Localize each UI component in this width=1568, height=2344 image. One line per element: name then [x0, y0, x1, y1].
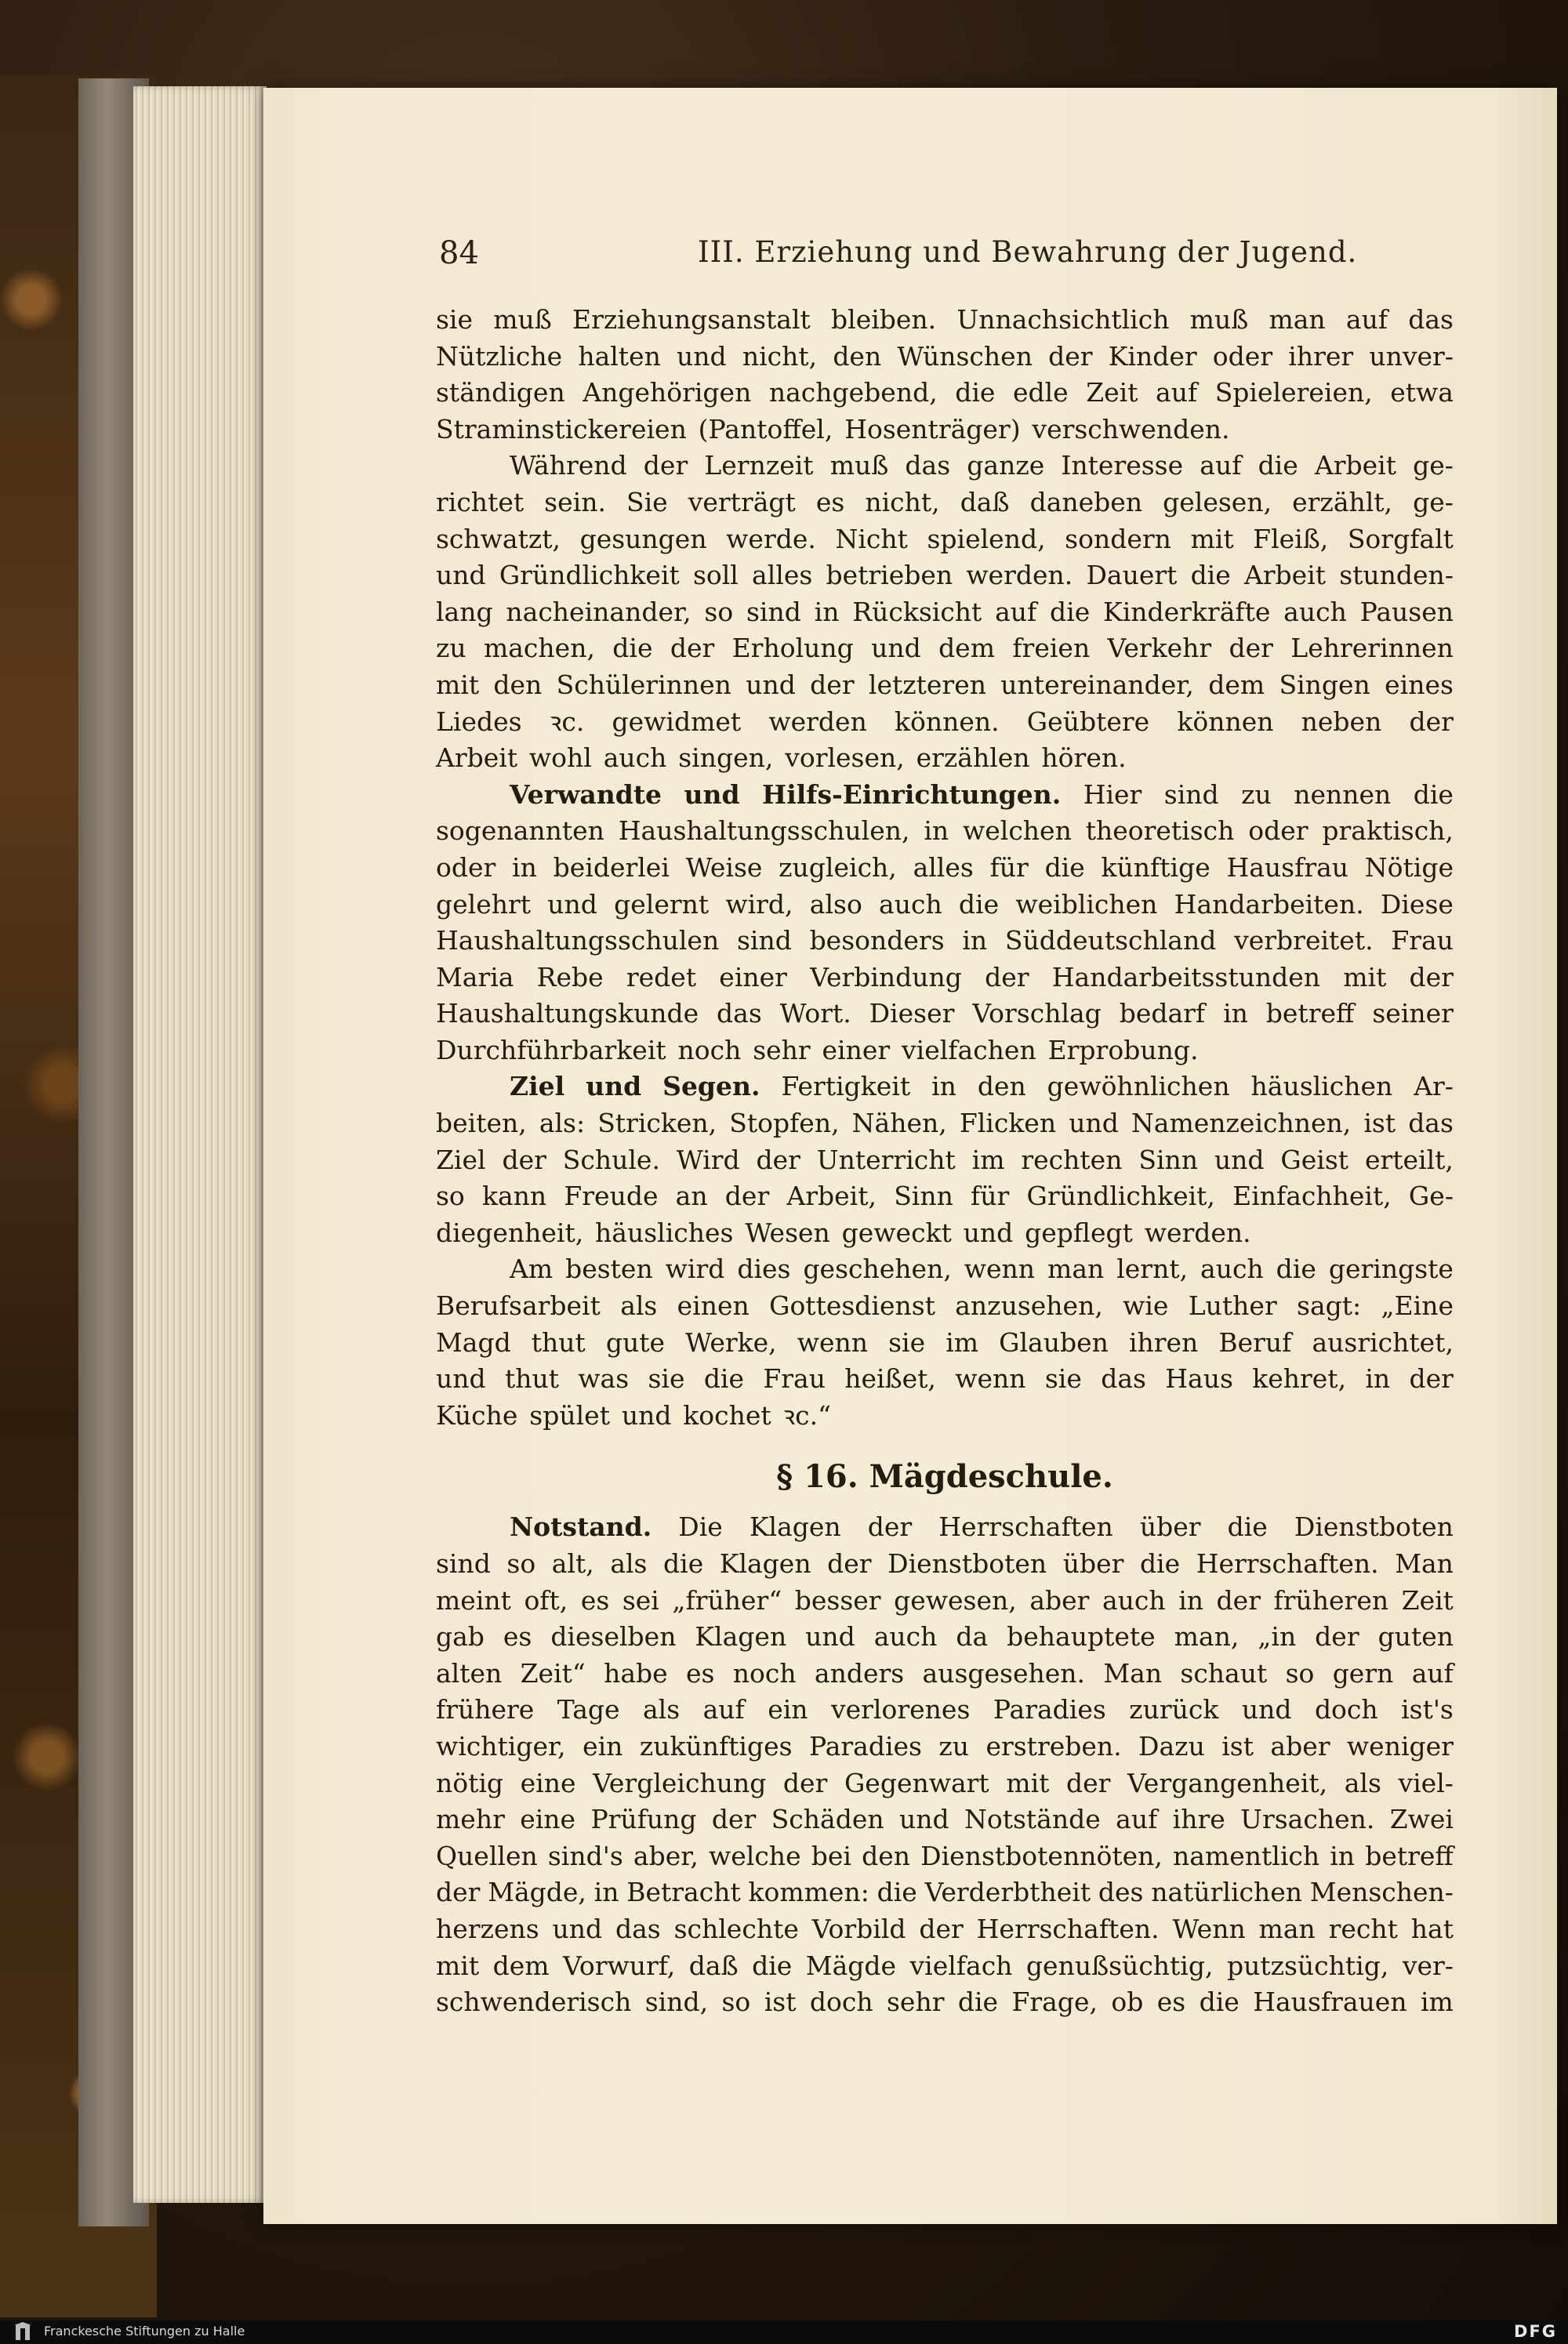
text-line: schwatzt, gesungen werde. Nicht spielend, sondern mit Fleiß, Sorgfalt — [436, 523, 1454, 554]
text-line: wichtiger, ein zukünftiges Paradies zu erstreben. Dazu ist aber weniger — [436, 1730, 1454, 1762]
text-line: mehr eine Prüfung der Schäden und Notstände auf ihre Ursachen. Zwei — [436, 1804, 1454, 1835]
text-line: oder in beiderlei Weise zugleich, alles für die künftige Hausfrau Nötige — [436, 851, 1454, 883]
text-line: Berufsarbeit als einen Gottesdienst anzusehen, wie Luther sagt: „Eine — [436, 1290, 1454, 1322]
text-line: Liedes ꝛc. gewidmet werden können. Geübtere können neben der — [436, 706, 1454, 737]
text-line: schwenderisch sind, so ist doch sehr die Frage, ob es die Hausfrauen im — [436, 1987, 1454, 2018]
text-line: frühere Tage als auf ein verlorenes Paradies zurück und doch ist's — [436, 1694, 1454, 1725]
text-line: herzens und das schlechte Vorbild der Herrschaften. Wenn man recht hat — [436, 1913, 1454, 1944]
text-line: zu machen, die der Erholung und dem freien Verkehr der Lehrerinnen — [436, 633, 1454, 664]
text-line: Arbeit wohl auch singen, vorlesen, erzählen hören. — [436, 742, 1127, 774]
body-text — [436, 302, 1454, 2021]
text-line: Maria Rebe redet einer Verbindung der Handarbeitsstunden mit der — [436, 961, 1454, 992]
text-line: so kann Freude an der Arbeit, Sinn für Gründlichkeit, Einfachheit, Ge- — [436, 1181, 1454, 1212]
text-line: Während der Lernzeit muß das ganze Interesse auf die Arbeit ge- — [510, 450, 1454, 481]
text-line: und Gründlichkeit soll alles betrieben werden. Dauert die Arbeit stunden- — [436, 560, 1454, 591]
text-line: sind so alt, als die Klagen der Dienstboten über die Herrschaften. Man — [436, 1548, 1454, 1579]
text-line: nötig eine Vergleichung der Gegenwart mit der Vergangenheit, als viel- — [436, 1767, 1454, 1798]
text-line: Am besten wird dies geschehen, wenn man lernt, auch die geringste — [510, 1254, 1454, 1285]
section-heading: § 16. Mägdeschule. — [776, 1458, 1113, 1496]
text-line: mit dem Vorwurf, daß die Mägde vielfach genußsüchtig, putzsüchtig, ver- — [436, 1950, 1454, 1981]
text-line: sie muß Erziehungsanstalt bleiben. Unnachsichtlich muß man auf das — [436, 304, 1454, 335]
footer-bar — [0, 2320, 1568, 2344]
text-line: Nützliche halten und nicht, den Wünschen der Kinder oder ihrer unver- — [436, 340, 1454, 372]
text-line: richtet sein. Sie verträgt es nicht, daß daneben gelesen, erzählt, ge- — [436, 486, 1454, 517]
institution-logo-icon — [11, 2322, 34, 2342]
text-line: diegenheit, häusliches Wesen geweckt und gepflegt werden. — [436, 1217, 1251, 1248]
text-line: sogenannten Haushaltungsschulen, in welchen theoretisch oder praktisch, — [436, 815, 1454, 847]
text-line: Durchführbarkeit noch sehr einer vielfachen Erprobung. — [436, 1034, 1199, 1065]
text-line: beiten, als: Stricken, Stopfen, Nähen, Flicken und Namenzeichnen, ist das — [436, 1108, 1454, 1139]
text-line: gab es dieselben Klagen und auch da behauptete man, „in der guten — [436, 1621, 1454, 1653]
text-line: Notstand. Die Klagen der Herrschaften über die Dienstboten — [510, 1511, 1454, 1543]
page-header — [439, 235, 1458, 282]
text-line: Straminstickereien (Pantoffel, Hosenträger) verschwenden. — [436, 413, 1230, 444]
text-line: Ziel der Schule. Wird der Unterricht im rechten Sinn und Geist erteilt, — [436, 1144, 1454, 1175]
text-line: mit den Schülerinnen und der letzteren untereinander, dem Singen eines — [436, 669, 1454, 700]
text-line: Haushaltungskunde das Wort. Dieser Vorschlag bedarf in betreff seiner — [436, 998, 1454, 1029]
footer-credit: Franckesche Stiftungen zu Halle — [44, 2324, 245, 2339]
text-line: lang nacheinander, so sind in Rücksicht auf die Kinderkräfte auch Pausen — [436, 596, 1454, 627]
text-line: ständigen Angehörigen nachgebend, die edle Zeit auf Spielereien, etwa — [436, 377, 1454, 408]
page-number: 84 — [439, 235, 479, 271]
text-line: meint oft, es sei „früher“ besser gewesen, aber auch in der früheren Zeit — [436, 1584, 1454, 1616]
text-line: gelehrt und gelernt wird, also auch die weiblichen Handarbeiten. Diese — [436, 888, 1454, 920]
page-edges — [133, 86, 267, 2203]
text-line: Küche spület und kochet ꝛc.“ — [436, 1399, 832, 1431]
dfg-logo: DFG — [1513, 2322, 1557, 2341]
text-line: Verwandte und Hilfs-Einrichtungen. Hier sind zu nennen die — [510, 778, 1454, 810]
running-head: III. Erziehung und Bewahrung der Jugend. — [698, 235, 1358, 269]
text-line: Magd thut gute Werke, wenn sie im Glauben ihren Beruf ausrichtet, — [436, 1326, 1454, 1358]
text-line: Ziel und Segen. Fertigkeit in den gewöhnlichen häuslichen Ar- — [510, 1071, 1454, 1102]
text-line: Haushaltungsschulen sind besonders in Süddeutschland verbreitet. Frau — [436, 925, 1454, 956]
text-line: der Mägde, in Betracht kommen: die Verderbtheit des natürlichen Menschen- — [436, 1877, 1454, 1908]
text-line: alten Zeit“ habe es noch anders ausgesehen. Man schaut so gern auf — [436, 1657, 1454, 1689]
text-line: und thut was sie die Frau heißet, wenn sie das Haus kehret, in der — [436, 1363, 1454, 1395]
text-line: Quellen sind's aber, welche bei den Dienstbotennöten, namentlich in betreff — [436, 1840, 1454, 1871]
